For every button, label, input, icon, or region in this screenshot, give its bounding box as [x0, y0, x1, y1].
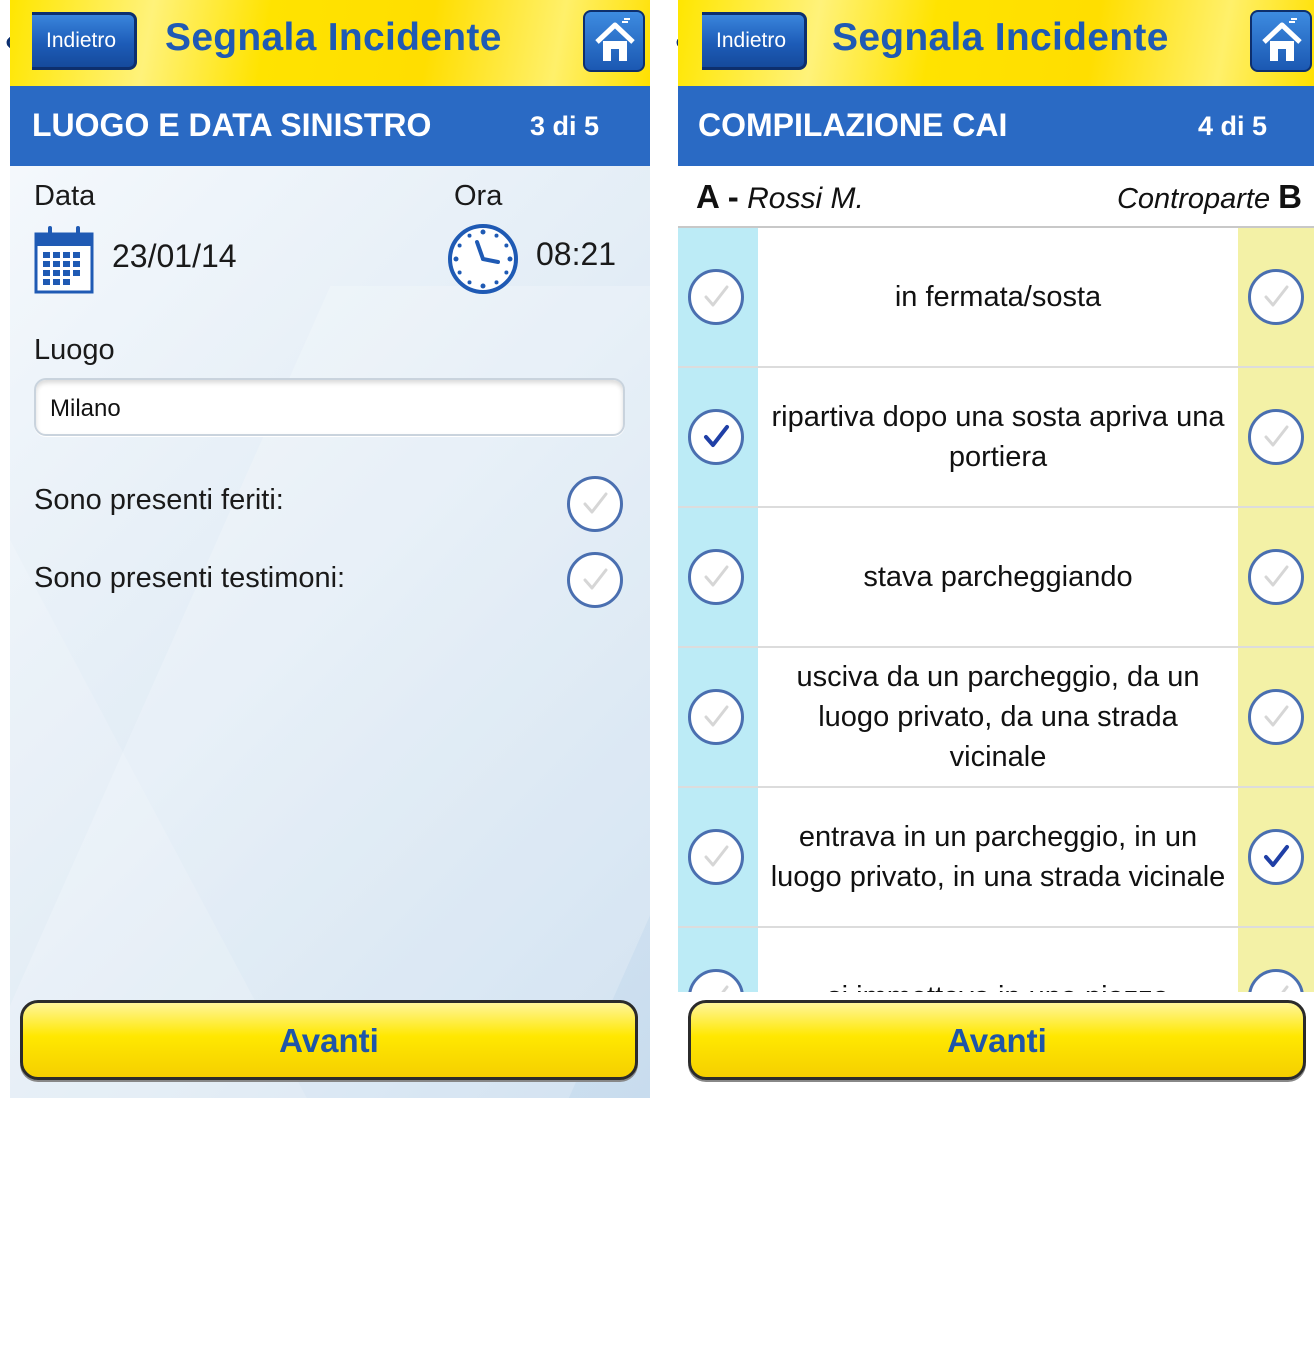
next-button[interactable]: Avanti	[20, 1000, 638, 1080]
list-item	[678, 368, 1314, 508]
injured-checkbox[interactable]	[567, 476, 623, 532]
party-b-checkbox[interactable]	[1248, 269, 1304, 325]
back-button-label: Indietro	[716, 29, 787, 52]
witnesses-checkbox[interactable]	[567, 552, 623, 608]
app-title: Segnala Incidente	[832, 16, 1169, 59]
checkmark-icon	[701, 702, 731, 732]
section-title: COMPILAZIONE CAI	[698, 107, 1008, 143]
checkmark-icon	[701, 422, 731, 452]
checkmark-icon	[1261, 702, 1291, 732]
section-title: LUOGO E DATA SINISTRO	[32, 107, 432, 143]
back-button-label: Indietro	[46, 29, 117, 52]
list-item	[678, 788, 1314, 928]
section-header	[678, 86, 1314, 166]
form-body	[10, 166, 650, 1098]
top-bar	[10, 0, 650, 86]
time-value: 08:21	[536, 236, 617, 272]
list-item	[678, 648, 1314, 788]
checkmark-icon	[701, 282, 731, 312]
list-item	[678, 508, 1314, 648]
party-a-checkbox[interactable]	[688, 689, 744, 745]
time-label: Ora	[454, 180, 503, 212]
circumstance-text: in fermata/sosta	[894, 281, 1102, 313]
circumstance-text: entrava in un parcheggio, in un luogo privato, in una strada vicinale	[770, 821, 1226, 893]
party-a-checkbox[interactable]	[688, 269, 744, 325]
date-value: 23/01/14	[112, 238, 237, 274]
step-indicator: 4 di 5	[1198, 111, 1268, 141]
party-a-checkbox[interactable]	[688, 549, 744, 605]
home-icon	[589, 16, 641, 68]
party-b	[1117, 178, 1302, 216]
circumstance-text: ripartiva dopo una sosta apriva una portiera	[771, 401, 1225, 473]
calendar-icon	[34, 224, 94, 294]
checkmark-icon	[580, 565, 610, 595]
checkmark-icon	[701, 562, 731, 592]
top-bar	[678, 0, 1314, 86]
home-button[interactable]	[583, 10, 645, 72]
checkmark-icon	[701, 842, 731, 872]
party-b-checkbox[interactable]	[1248, 409, 1304, 465]
party-b-checkbox[interactable]	[1248, 829, 1304, 885]
circumstances-list[interactable]	[678, 228, 1314, 992]
party-b-name: Controparte	[1116, 183, 1271, 215]
party-b-letter: B	[1278, 178, 1302, 215]
party-a-checkbox[interactable]	[688, 829, 744, 885]
checkmark-icon	[1261, 422, 1291, 452]
back-button[interactable]	[702, 12, 807, 70]
circumstance-text: stava parcheggiando	[863, 561, 1133, 593]
home-button[interactable]	[1250, 10, 1312, 72]
app-title: Segnala Incidente	[165, 16, 502, 59]
step-indicator: 3 di 5	[530, 111, 600, 141]
checkmark-icon	[1261, 282, 1291, 312]
place-label: Luogo	[34, 334, 115, 366]
party-header	[678, 166, 1314, 228]
checkmark-icon	[1261, 842, 1291, 872]
checkmark-icon	[1261, 562, 1291, 592]
back-button[interactable]	[32, 12, 137, 70]
date-label: Data	[34, 180, 96, 212]
section-header	[10, 86, 650, 166]
witnesses-label: Sono presenti testimoni:	[34, 562, 346, 594]
home-icon	[1256, 16, 1308, 68]
list-item	[678, 228, 1314, 368]
party-a-name: Rossi M.	[747, 182, 864, 215]
place-input[interactable]: Milano	[34, 378, 625, 436]
party-a-checkbox[interactable]	[688, 409, 744, 465]
next-button[interactable]: Avanti	[688, 1000, 1306, 1080]
injured-label: Sono presenti feriti:	[34, 484, 284, 516]
party-b-checkbox[interactable]	[1248, 549, 1304, 605]
footer	[678, 992, 1314, 1098]
screen-compilazione-cai	[678, 0, 1314, 1098]
checkmark-icon	[580, 489, 610, 519]
party-b-checkbox[interactable]	[1248, 689, 1304, 745]
date-picker[interactable]	[34, 224, 237, 299]
clock-icon	[446, 222, 520, 296]
screen-luogo-data	[10, 0, 650, 1098]
party-a	[696, 178, 864, 216]
time-picker[interactable]	[446, 222, 626, 296]
party-a-letter: A -	[696, 178, 739, 215]
circumstance-text: usciva da un parcheggio, da un luogo privato, da una strada vicinale	[796, 661, 1200, 773]
